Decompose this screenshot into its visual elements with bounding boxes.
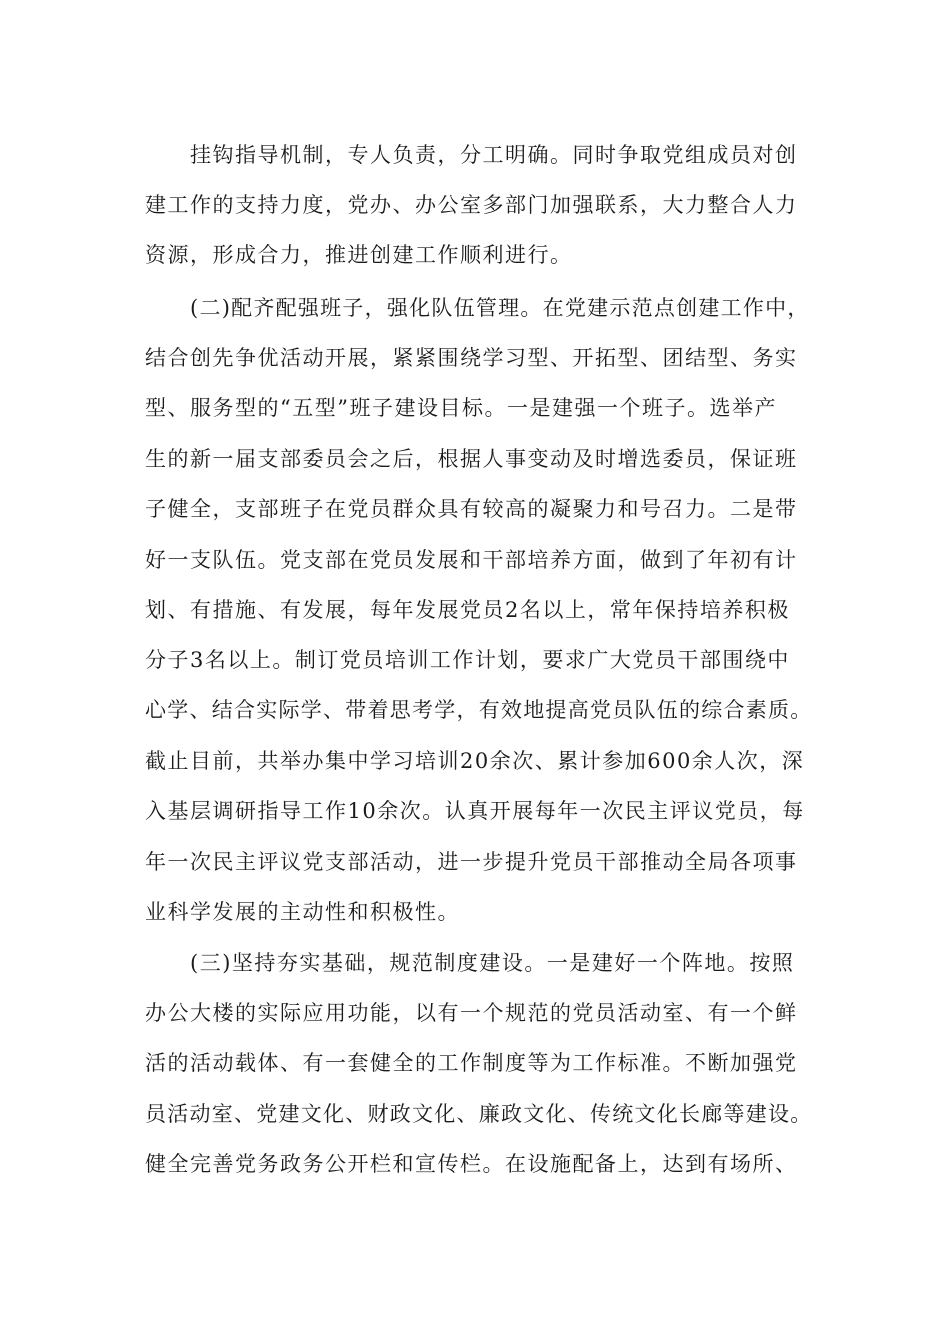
text-line: 分子3名以上。制订党员培训工作计划，要求广大党员干部围绕中 bbox=[145, 648, 790, 672]
text-line: 资源，形成合力，推进创建工作顺利进行。 bbox=[145, 243, 573, 267]
text-line: 入基层调研指导工作10余次。认真开展每年一次民主评议党员，每 bbox=[145, 799, 805, 823]
text-line: 结合创先争优活动开展，紧紧围绕学习型、开拓型、团结型、务实 bbox=[145, 346, 798, 370]
text-line: 活的活动载体、有一套健全的工作制度等为工作标准。不断加强党 bbox=[145, 1051, 798, 1075]
text-line: (二)配齐配强班子，强化队伍管理。在党建示范点创建工作中， bbox=[190, 296, 810, 320]
text-line: 业科学发展的主动性和积极性。 bbox=[145, 900, 460, 924]
text-line: 好一支队伍。党支部在党员发展和干部培养方面，做到了年初有计 bbox=[145, 548, 798, 572]
text-line: 截止目前，共举办集中学习培训20余次、累计参加600余人次，深 bbox=[145, 749, 805, 773]
text-line: 健全完善党务政务公开栏和宣传栏。在设施配备上，达到有场所、 bbox=[145, 1152, 798, 1176]
text-line: 子健全，支部班子在党员群众具有较高的凝聚力和号召力。二是带 bbox=[145, 497, 798, 521]
text-line: (三)坚持夯实基础，规范制度建设。一是建好一个阵地。按照 bbox=[190, 951, 795, 975]
text-line: 生的新一届支部委员会之后，根据人事变动及时增选委员，保证班 bbox=[145, 447, 798, 471]
text-line: 员活动室、党建文化、财政文化、廉政文化、传统文化长廊等建设。 bbox=[145, 1102, 813, 1126]
text-line: 挂钩指导机制，专人负责，分工明确。同时争取党组成员对创 bbox=[190, 143, 798, 167]
text-line: 年一次民主评议党支部活动，进一步提升党员干部推动全局各项事 bbox=[145, 850, 798, 874]
text-line: 型、服务型的“五型”班子建设目标。一是建强一个班子。选举产 bbox=[145, 396, 777, 420]
text-line: 划、有措施、有发展，每年发展党员2名以上，常年保持培养积极 bbox=[145, 598, 790, 622]
text-line: 建工作的支持力度，党办、办公室多部门加强联系，大力整合人力 bbox=[145, 193, 798, 217]
text-line: 办公大楼的实际应用功能，以有一个规范的党员活动室、有一个鲜 bbox=[145, 1001, 798, 1025]
text-line: 心学、结合实际学、带着思考学，有效地提高党员队伍的综合素质。 bbox=[145, 698, 813, 722]
